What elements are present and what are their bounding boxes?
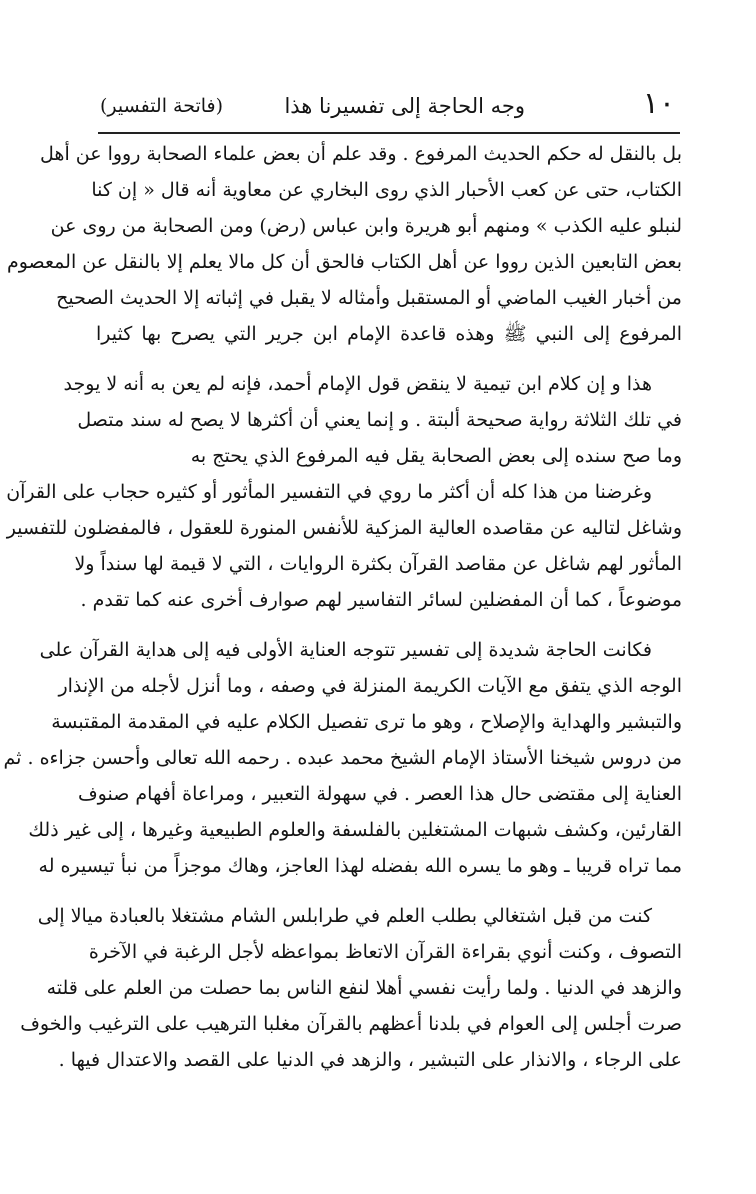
text-line: وغرضنا من هذا كله أن أكثر ما روي في التفسير المأثور أو كثيره حجاب على القرآن <box>6 481 652 503</box>
paragraph <box>3 632 682 884</box>
text-line: صرت أجلس إلى العوام في بلدنا أعظهم بالقرآن مغلبا الترهيب على الترغيب والخوف <box>20 1013 682 1035</box>
text-line: والزهد في الدنيا . ولما رأيت نفسي أهلا لنفع الناس بما حصلت من العلم على قلته <box>46 977 682 999</box>
text-line: وشاغل لتاليه عن مقاصده العالية المزكية للأنفس المنورة للعقول ، فالمفضلون للتفسير <box>6 517 682 539</box>
paragraph <box>6 474 682 618</box>
text-line: والتبشير والهداية والإصلاح ، وهو ما ترى تفصيل الكلام عليه في المقدمة المقتبسة <box>51 711 682 733</box>
page-header <box>100 86 675 126</box>
text-line: في تلك الثلاثة رواية صحيحة ألبتة . و إنما يعني أن أكثرها لا يصح له سند متصل <box>77 409 682 431</box>
text-line: وما صح سنده إلى بعض الصحابة يقل فيه المرفوع الذي يحتج به <box>190 445 682 467</box>
text-line: العناية إلى مقتضى حال هذا العصر . في سهولة التعبير ، ومراعاة أفهام صنوف <box>77 783 682 805</box>
text-line: التصوف ، وكنت أنوي بقراءة القرآن الاتعاظ بمواعظه لأجل الرغبة في الآخرة <box>88 941 682 963</box>
page-number: ١٠ <box>642 86 675 121</box>
text-line: لنبلو عليه الكذب » ومنهم أبو هريرة وابن عباس (رض) ومن الصحابة من روى عن <box>50 215 682 237</box>
text-line: فكانت الحاجة شديدة إلى تفسير تتوجه العناية الأولى فيه إلى هداية القرآن على <box>39 639 652 661</box>
text-line: كنت من قبل اشتغالي بطلب العلم في طرابلس الشام مشتغلا بالعبادة ميالا إلى <box>37 905 652 927</box>
text-line: موضوعاً ، كما أن المفضلين لسائر التفاسير لهم صوارف أخرى عنه كما تقدم . <box>80 589 682 611</box>
text-line: بعض التابعين الذين رووا عن أهل الكتاب فالحق أن كل مالا يعلم إلا بالنقل عن المعصوم <box>6 251 682 273</box>
header-rule <box>98 132 680 134</box>
text-line: مما تراه قريبا ـ وهو ما يسره الله بفضله لهذا العاجز، وهاك موجزاً من نبأ تيسيره له <box>38 855 682 877</box>
body-text <box>3 136 682 1078</box>
text-line: بل بالنقل له حكم الحديث المرفوع . وقد علم أن بعض علماء الصحابة رووا عن أهل <box>40 143 682 165</box>
section-title: (فاتحة التفسير) <box>100 95 224 117</box>
text-line: الكتاب، حتى عن كعب الأحبار الذي روى البخاري عن معاوية أنه قال « إن كنا <box>91 179 682 201</box>
text-line: من دروس شيخنا الأستاذ الإمام الشيخ محمد عبده . رحمه الله تعالى وأحسن جزاءه . ثم <box>3 747 682 769</box>
paragraph <box>20 898 682 1078</box>
paragraph <box>63 366 682 474</box>
running-title: وجه الحاجة إلى تفسيرنا هذا <box>284 94 525 118</box>
text-line: الوجه الذي يتفق مع الآيات الكريمة المنزلة في وصفه ، وما أنزل لأجله من الإنذار <box>58 675 682 697</box>
text-line: هذا و إن كلام ابن تيمية لا ينقض قول الإمام أحمد، فإنه لم يعن به أنه لا يوجد <box>63 373 652 395</box>
text-line: المرفوع إلى النبي ﷺ وهذه قاعدة الإمام ابن جرير التي يصرح بها كثيرا <box>96 323 682 345</box>
paragraph <box>6 136 682 352</box>
text-line: المأثور لهم شاغل عن مقاصد القرآن بكثرة الروايات ، التي لا قيمة لها سنداً ولا <box>74 553 682 575</box>
text-line: القارئين، وكشف شبهات المشتغلين بالفلسفة والعلوم الطبيعية وغيرها ، إلى غير ذلك <box>28 819 682 841</box>
text-line: من أخبار الغيب الماضي أو المستقبل وأمثاله لا يقبل في إثباته إلا الحديث الصحيح <box>56 287 682 309</box>
text-line: على الرجاء ، والانذار على التبشير ، والزهد في الدنيا على القصد والاعتدال فيها . <box>58 1049 682 1071</box>
